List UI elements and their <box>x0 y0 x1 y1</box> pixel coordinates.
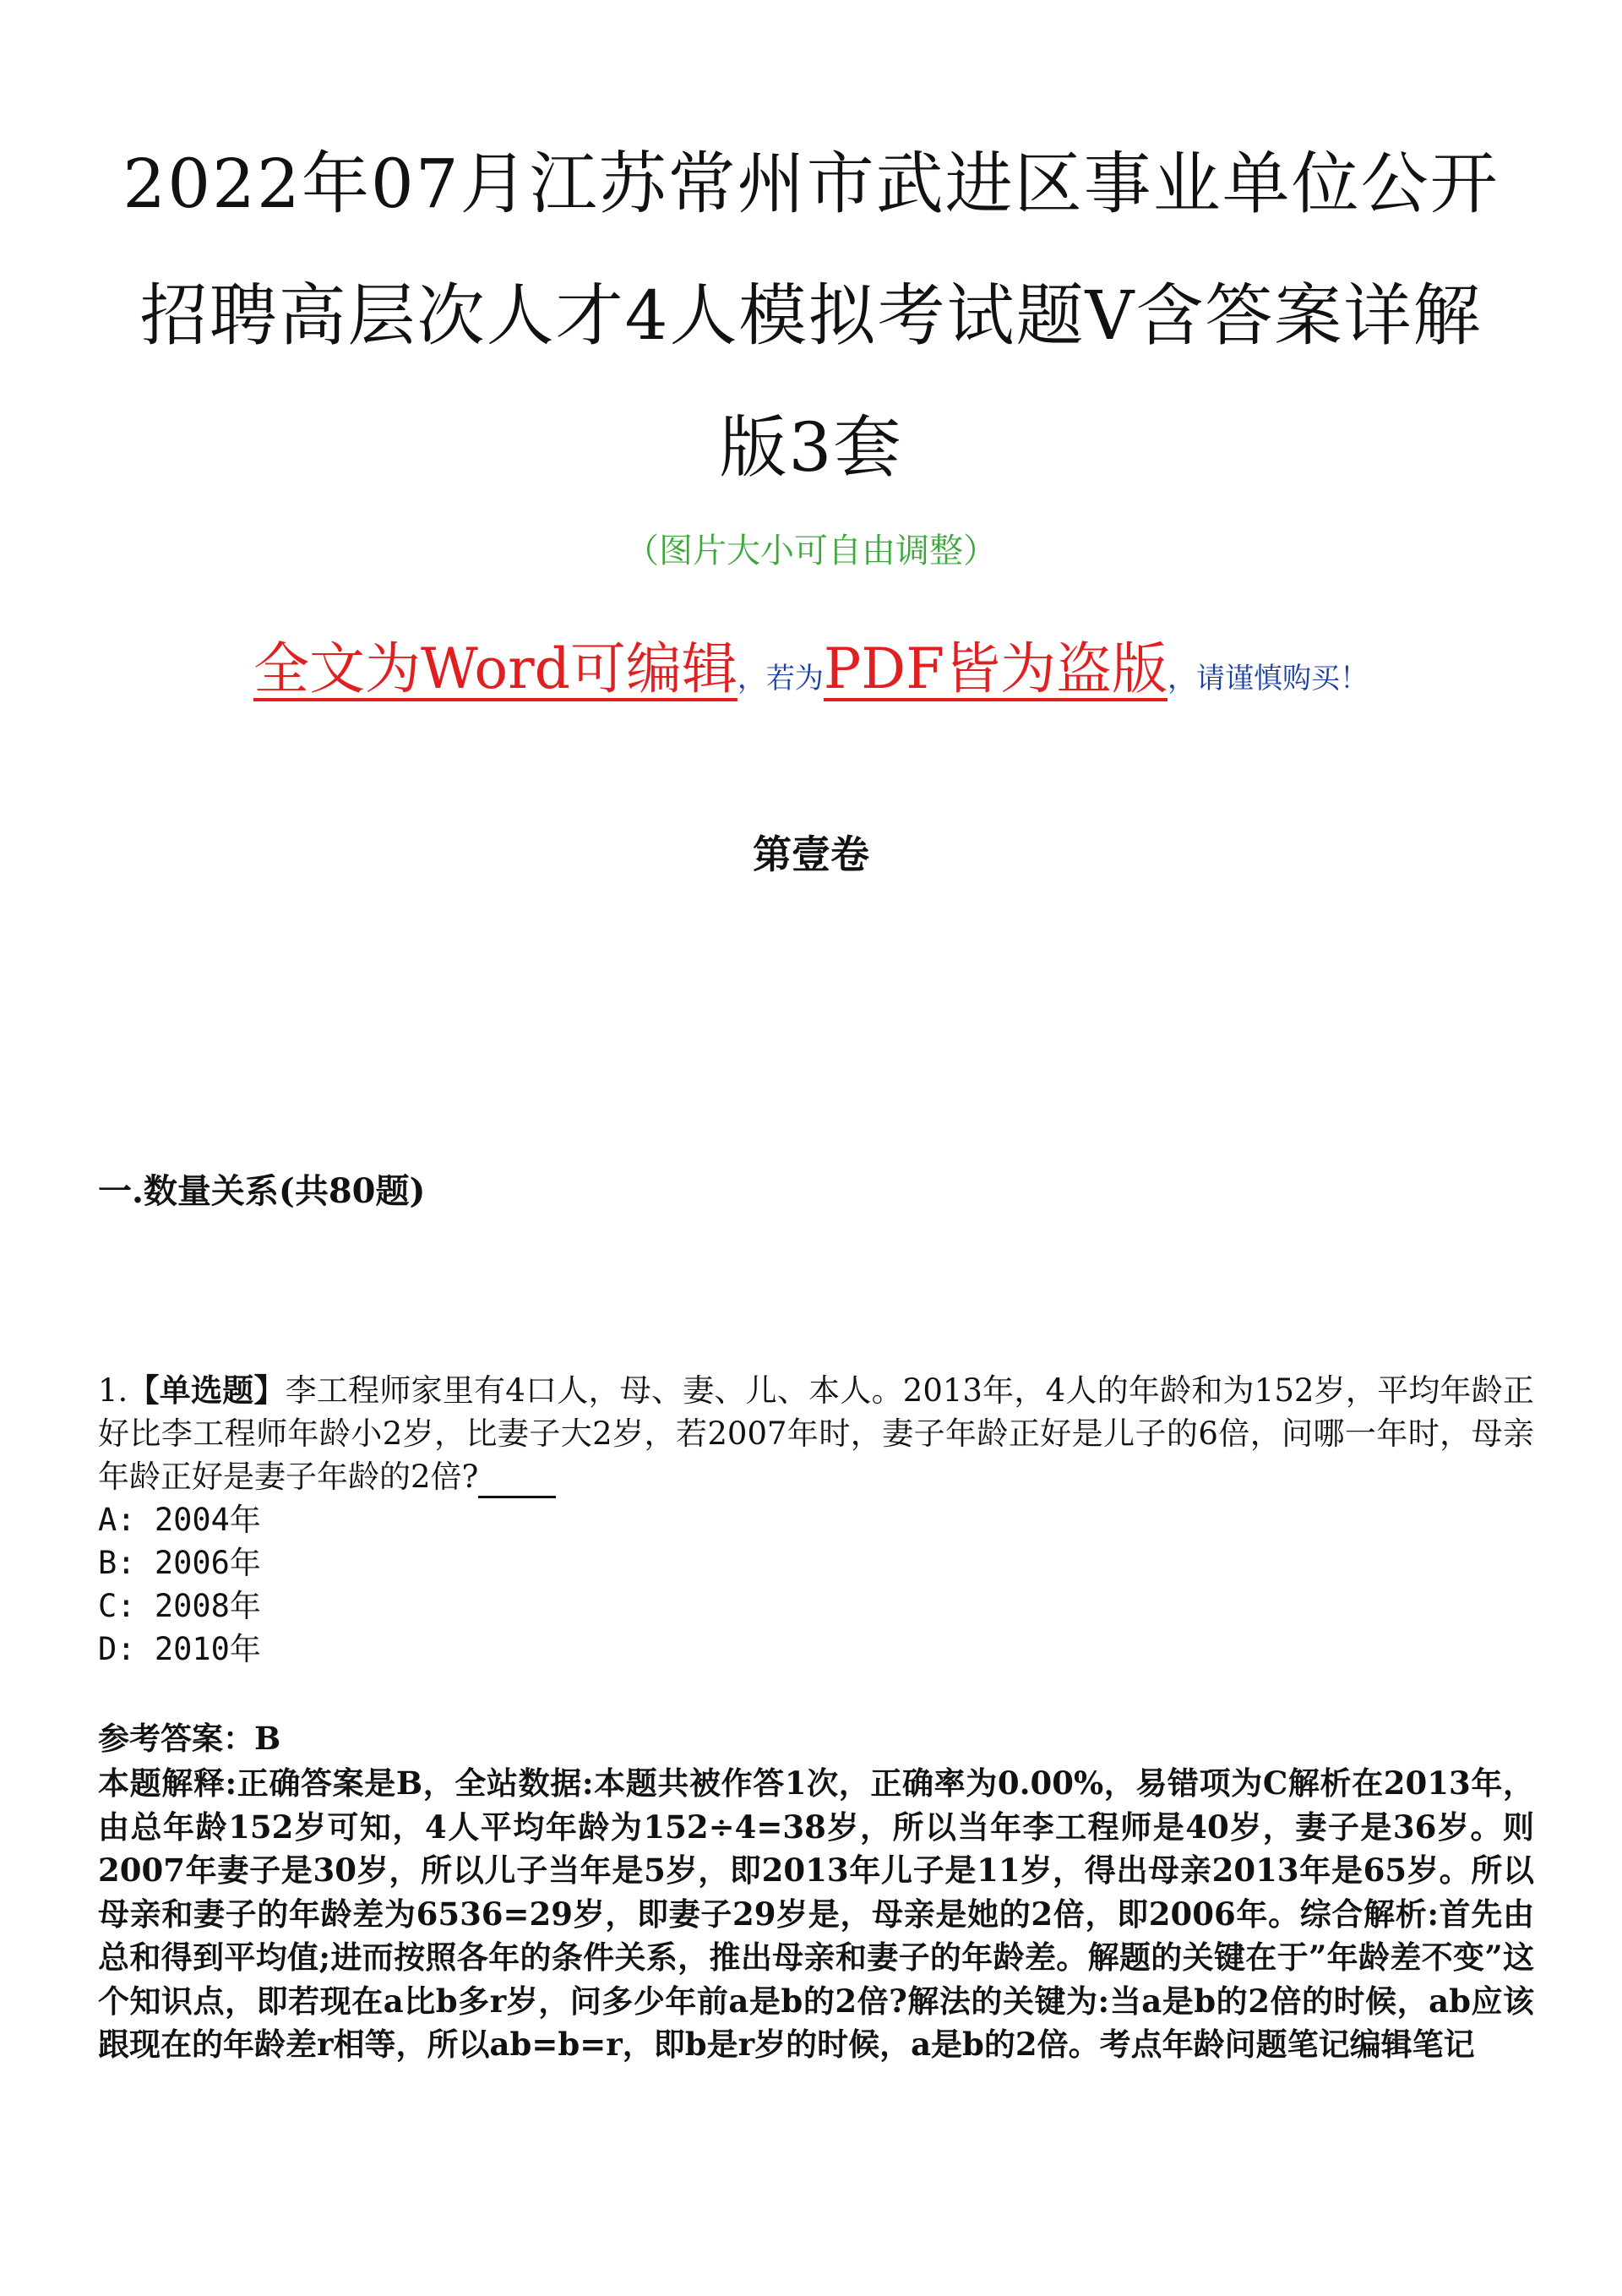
piracy-notice <box>0 624 1622 704</box>
question-type-tag: 【单选题】 <box>128 1372 286 1409</box>
option-b: B: 2006年 <box>98 1545 261 1581</box>
title-line-3: 版3套 <box>719 408 903 487</box>
notice-word-editable: 全文为Word可编辑 <box>253 636 738 701</box>
question-1 <box>98 1369 1534 1671</box>
image-size-note: （图片大小可自由调整） <box>625 532 997 570</box>
notice-buy-carefully: ，请谨慎购买！ <box>1168 662 1369 695</box>
section-title: 一.数量关系(共80题) <box>98 1171 426 1211</box>
question-stem: 李工程师家里有4口人，母、妻、儿、本人。2013年，4人的年龄和为152岁，平均年龄正好比李工程师年龄小2岁，比妻子大2岁，若2007年时，妻子年龄正好是儿子的6倍，问哪一年时，母亲年龄正好是妻子年龄的2倍? <box>98 1372 1534 1495</box>
document-title <box>76 118 1546 514</box>
notice-if: ，若为 <box>737 662 824 695</box>
volume-title: 第壹卷 <box>753 832 869 877</box>
option-d: D: 2010年 <box>98 1631 261 1667</box>
answer-blank <box>478 1467 556 1498</box>
option-a: A: 2004年 <box>98 1502 261 1538</box>
explanation: 本题解释:正确答案是B，全站数据:本题共被作答1次，正确率为0.00%，易错项为C解析在2013年，由总年龄152岁可知，4人平均年龄为152÷4=38岁，所以当年李工程师是40岁，妻子是36岁。则2007年妻子是30岁，所以儿子当年是5岁，即2013年儿子是11岁，得出母亲2013年是65岁。所以母亲和妻子的年龄差为6536=29岁，即妻子29岁是，母亲是她的2倍，即2006年。综合解析:首先由总和得到平均值;进而按照各年的条件关系，推出母亲和妻子的年龄差。解题的关键在于”年龄差不变”这个知识点，即若现在a比b多r岁，问多少年前a是b的2倍?解法的关键为:当a是b的2倍的时候，ab应该跟现在的年龄差r相等，所以ab=b=r，即b是r岁的时候，a是b的2倍。考点年龄问题笔记编辑笔记 <box>98 1764 1534 2063</box>
title-line-2: 招聘高层次人才4人模拟考试题V含答案详解 <box>139 276 1483 355</box>
question-text-block <box>98 1369 1534 1498</box>
notice-pdf-pirated: PDF皆为盗版 <box>823 636 1168 701</box>
title-line-1: 2022年07月江苏常州市武进区事业单位公开 <box>122 145 1500 223</box>
option-c: C: 2008年 <box>98 1588 261 1624</box>
question-number: 1. <box>98 1372 128 1409</box>
reference-answer: 参考答案：B <box>98 1720 281 1757</box>
